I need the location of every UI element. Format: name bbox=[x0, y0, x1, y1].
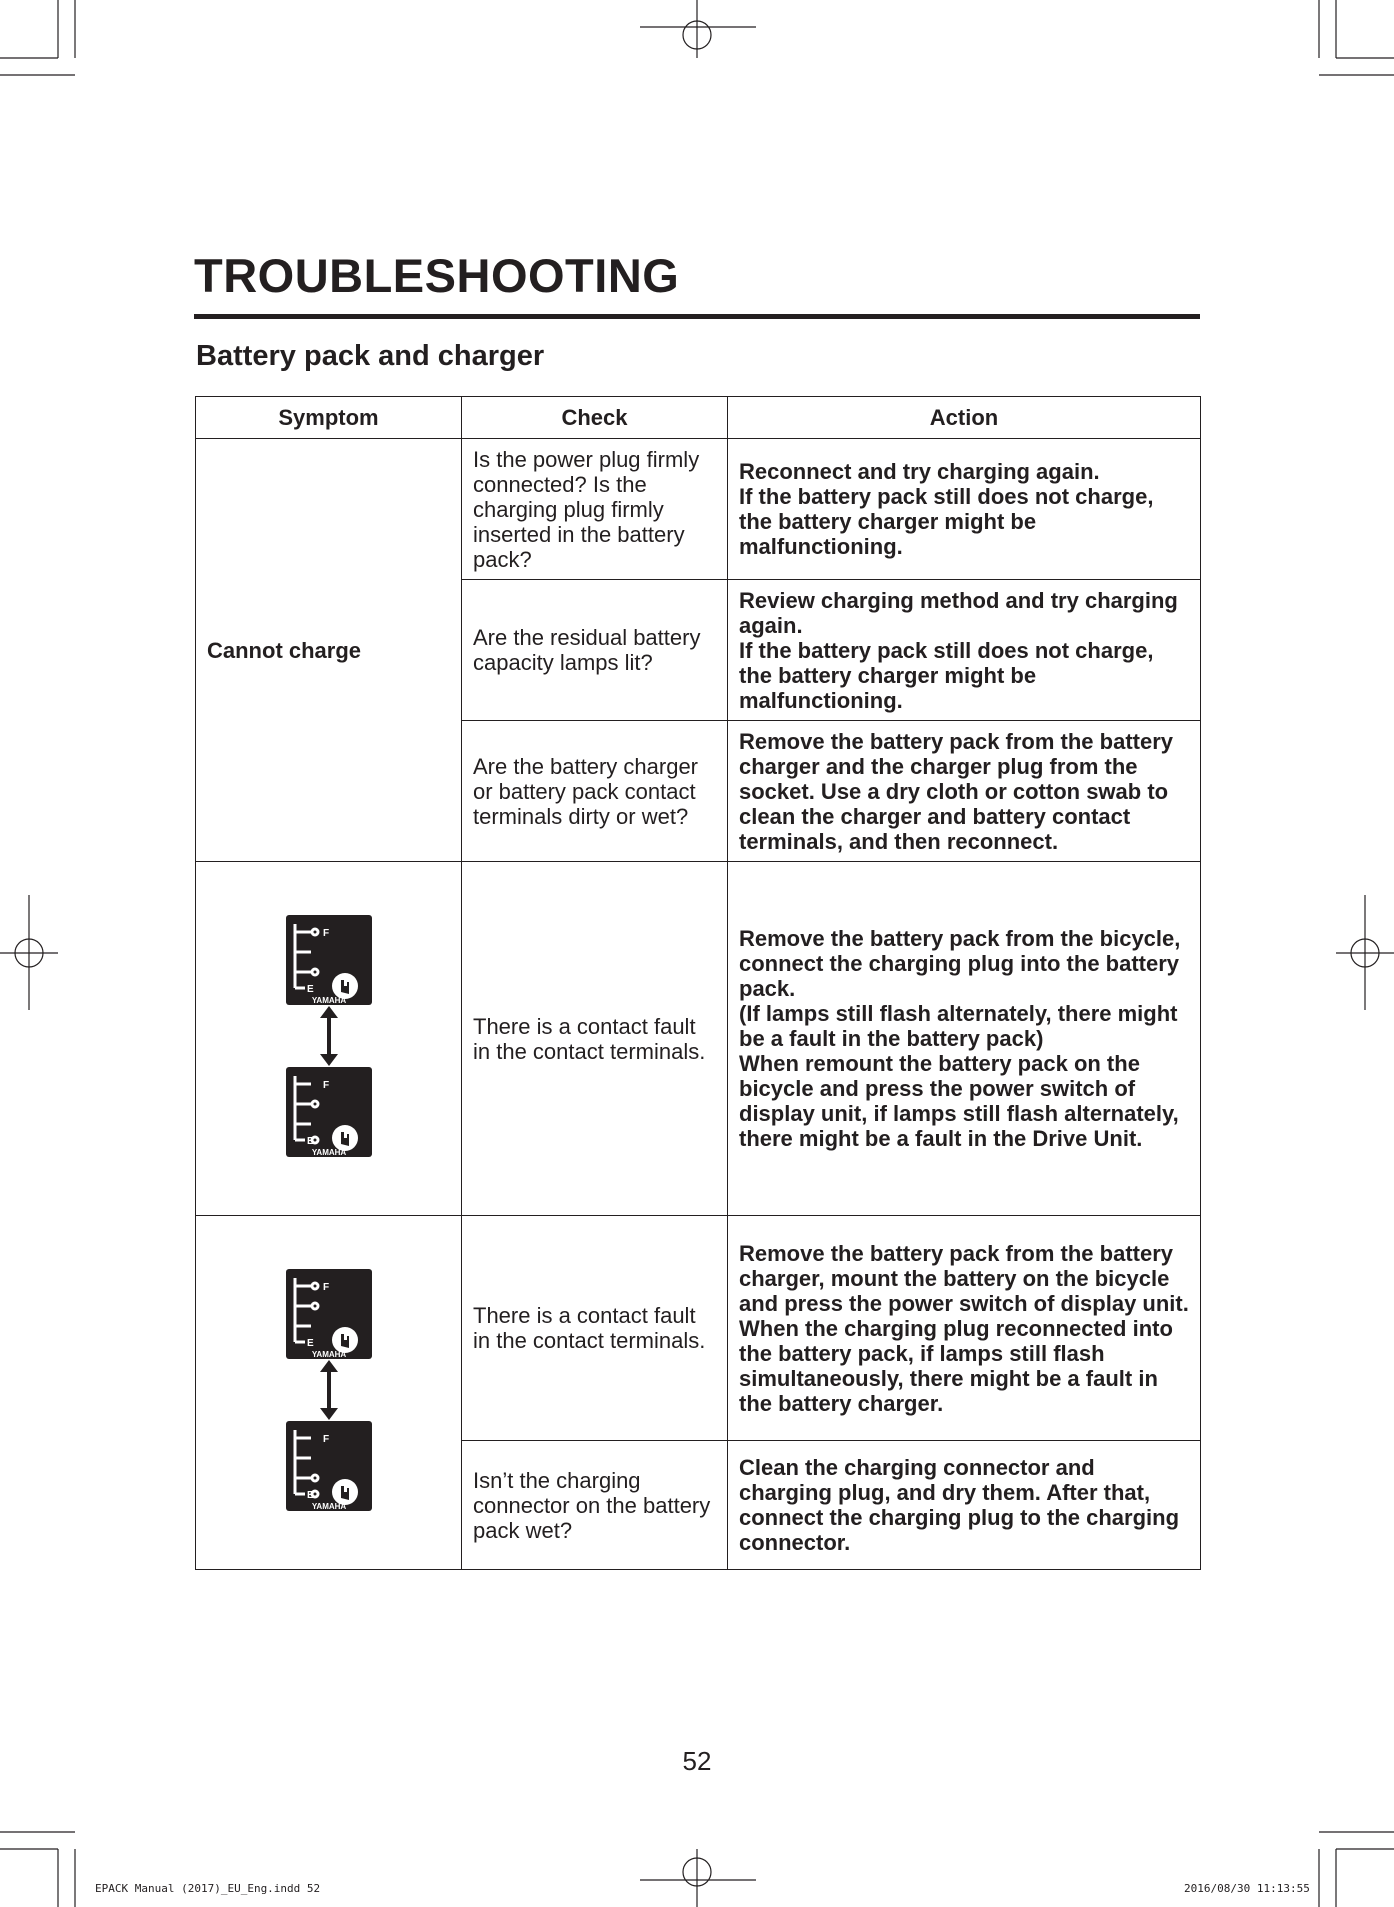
battery-indicator-bottom-diagram bbox=[285, 1420, 373, 1512]
page-title: TROUBLESHOOTING bbox=[194, 249, 680, 302]
action-text: Reconnect and try charging again. If the battery pack still does not charge, the battery charger might be malfunctioning. bbox=[739, 459, 1154, 559]
brand-label: YAMAHA bbox=[311, 1502, 346, 1511]
battery-indicator-top-diagram bbox=[285, 1268, 373, 1360]
timestamp-slug: 2016/08/30 11:13:55 bbox=[1184, 1882, 1310, 1895]
action-text: Review charging method and try charging again. If the battery pack still does not charge, the battery charger might be malfunctioning. bbox=[739, 587, 1178, 713]
double-arrow-icon bbox=[318, 1006, 340, 1066]
check-cell: Isn’t the charging connector on the battery pack wet? bbox=[462, 1441, 728, 1570]
action-text: Remove the battery pack from the battery charger, mount the battery on the bicycle and press the power switch of display unit. When the charging plug reconnected into the battery pack, if lamps still flash simultaneously, there might be a fault in the battery charger. bbox=[739, 1240, 1189, 1416]
full-mark: F bbox=[322, 928, 329, 939]
brand-label: YAMAHA bbox=[311, 1350, 346, 1359]
symptom-cannot-charge: Cannot charge bbox=[196, 439, 462, 862]
battery-indicator-bottom-diagram bbox=[285, 1066, 373, 1158]
action-text: Clean the charging connector and charging plug, and dry them. After that, connect the charging plug to the charging connector. bbox=[739, 1455, 1180, 1555]
title-rule bbox=[194, 314, 1200, 319]
empty-mark: E bbox=[306, 1338, 314, 1349]
action-cell bbox=[728, 580, 1201, 721]
battery-indicator-top-diagram bbox=[285, 914, 373, 1006]
full-mark: F bbox=[322, 1282, 329, 1293]
action-cell bbox=[728, 721, 1201, 862]
action-text: Remove the battery pack from the battery charger and the charger plug from the socket. Use a dry cloth or cotton swab to clean the charger and battery contact terminals, and then reconnect. bbox=[739, 728, 1174, 854]
header-symptom: Symptom bbox=[196, 397, 462, 439]
file-slug: EPACK Manual (2017)_EU_Eng.indd 52 bbox=[95, 1882, 321, 1895]
action-cell bbox=[728, 862, 1201, 1216]
symptom-lamps-alternate bbox=[196, 862, 462, 1216]
empty-mark: E bbox=[306, 984, 314, 995]
header-action: Action bbox=[728, 397, 1201, 439]
empty-mark: E bbox=[306, 1136, 314, 1147]
full-mark: F bbox=[322, 1434, 329, 1445]
check-cell: Are the battery charger or battery pack contact terminals dirty or wet? bbox=[462, 721, 728, 862]
page-number: 52 bbox=[682, 1746, 712, 1776]
header-check: Check bbox=[462, 397, 728, 439]
check-cell: Are the residual battery capacity lamps lit? bbox=[462, 580, 728, 721]
action-cell bbox=[728, 1216, 1201, 1441]
check-cell: Is the power plug firmly connected? Is the charging plug firmly inserted in the battery pack? bbox=[462, 439, 728, 580]
check-cell: There is a contact fault in the contact terminals. bbox=[462, 1216, 728, 1441]
symptom-lamps-simultaneous bbox=[196, 1216, 462, 1570]
table-row bbox=[196, 862, 1201, 1216]
section-heading: Battery pack and charger bbox=[196, 340, 545, 372]
table-row bbox=[196, 1216, 1201, 1441]
brand-label: YAMAHA bbox=[311, 996, 346, 1005]
brand-label: YAMAHA bbox=[311, 1148, 346, 1157]
empty-mark: E bbox=[306, 1490, 314, 1501]
check-cell: There is a contact fault in the contact terminals. bbox=[462, 862, 728, 1216]
action-cell bbox=[728, 439, 1201, 580]
action-cell bbox=[728, 1441, 1201, 1570]
troubleshooting-table bbox=[195, 396, 1201, 1570]
full-mark: F bbox=[322, 1080, 329, 1091]
lamp-diagram bbox=[279, 914, 379, 1158]
action-text: Remove the battery pack from the bicycle, connect the charging plug into the battery pack. (If lamps still flash alternately, there might be a fault in the battery pack) When remount the battery pack on the bicycle and press the power switch of display unit, if lamps still flash alternately, there might be a fault in the Drive Unit. bbox=[739, 926, 1181, 1151]
lamp-diagram bbox=[279, 1268, 379, 1512]
table-row bbox=[196, 439, 1201, 580]
table-header-row bbox=[196, 397, 1201, 439]
double-arrow-icon bbox=[318, 1360, 340, 1420]
